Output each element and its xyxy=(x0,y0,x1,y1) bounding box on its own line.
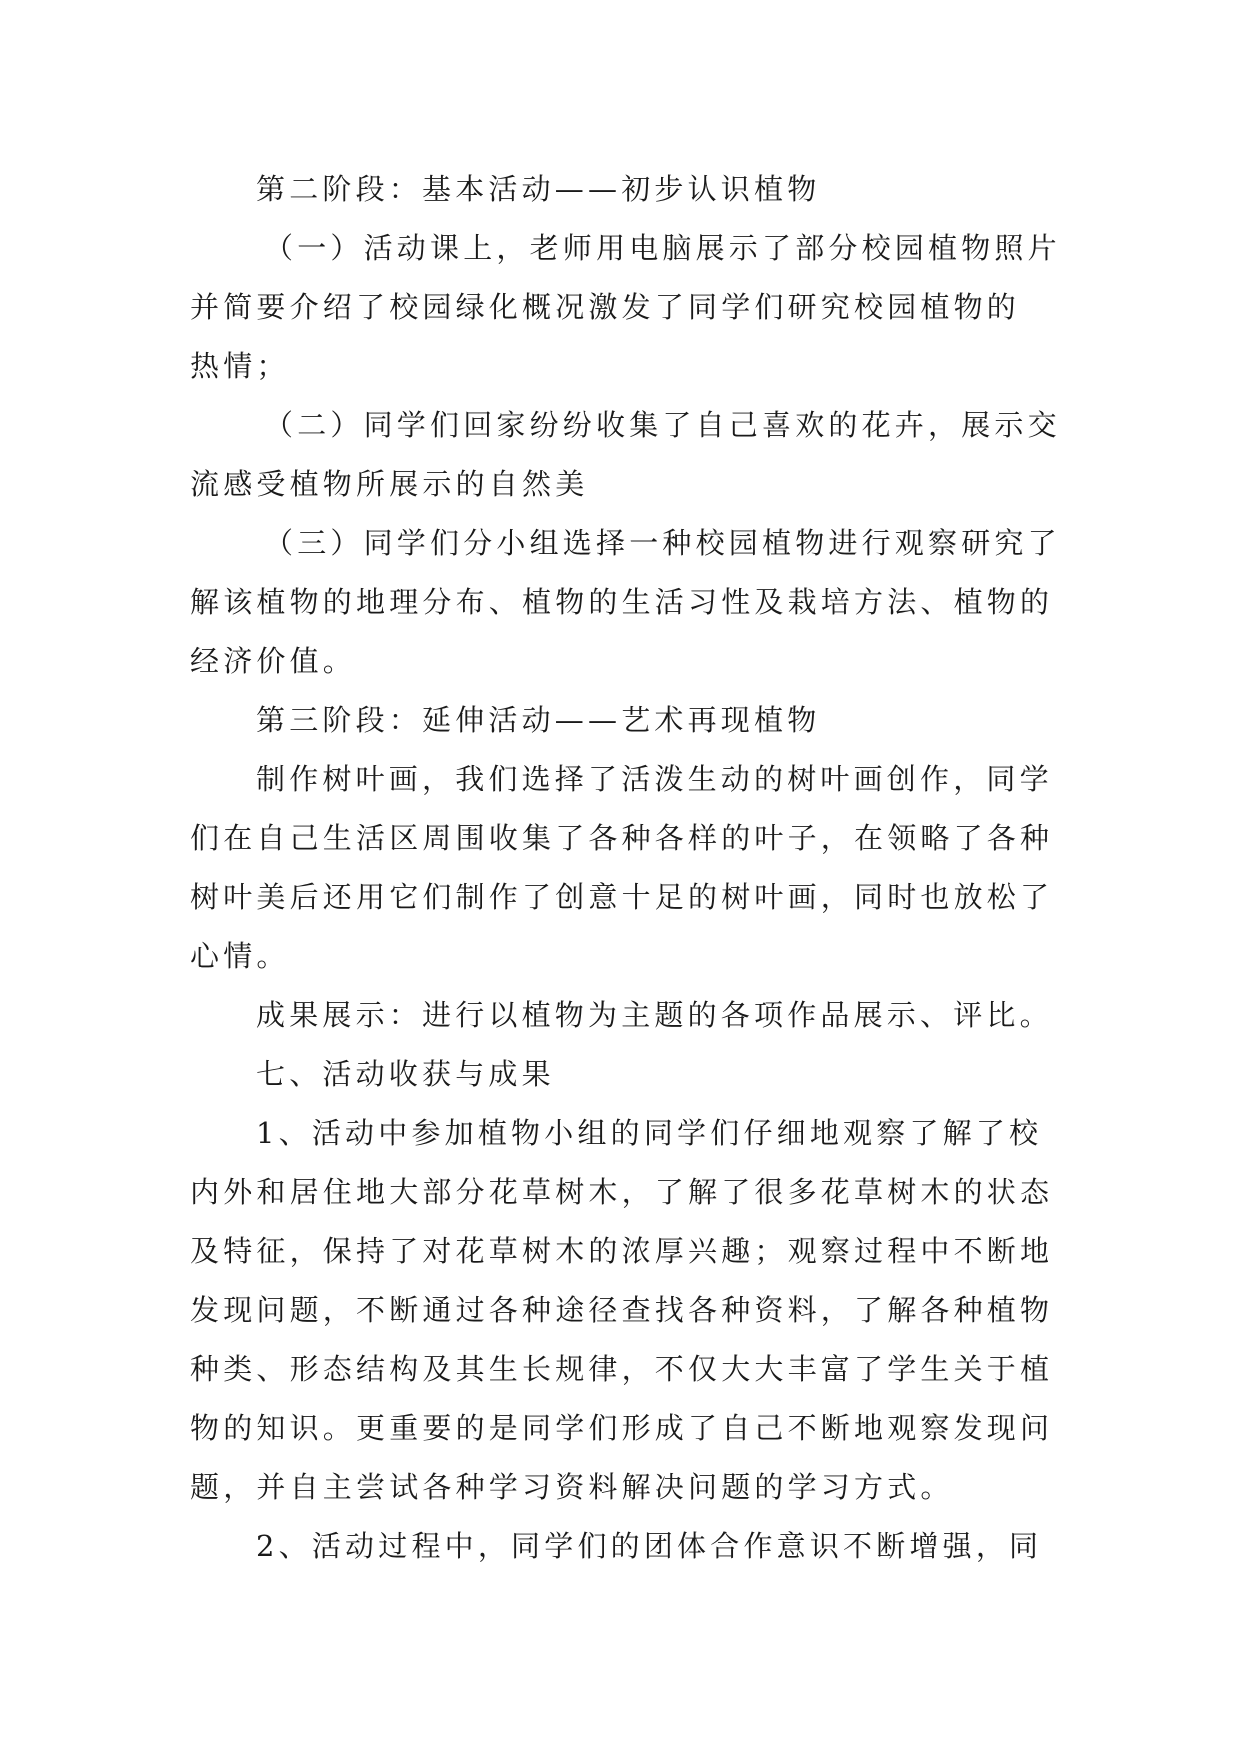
paragraph-line: （三）同学们分小组选择一种校园植物进行观察研究了 xyxy=(264,526,1061,560)
paragraph-line: 解该植物的地理分布、植物的生活习性及栽培方法、植物的 xyxy=(190,585,1054,619)
paragraph-line: 题，并自主尝试各种学习资料解决问题的学习方式。 xyxy=(190,1470,954,1504)
section-seven-heading: 七、活动收获与成果 xyxy=(256,1057,555,1091)
paragraph-line: 2、活动过程中，同学们的团体合作意识不断增强，同 xyxy=(256,1529,1043,1563)
paragraph-line: （一）活动课上，老师用电脑展示了部分校园植物照片 xyxy=(264,231,1061,265)
paragraph-line: 热情； xyxy=(190,349,290,383)
paragraph-line: 及特征，保持了对花草树木的浓厚兴趣；观察过程中不断地 xyxy=(190,1234,1054,1268)
paragraph-line: 制作树叶画，我们选择了活泼生动的树叶画创作，同学 xyxy=(256,762,1053,796)
paragraph-line: 们在自己生活区周围收集了各种各样的叶子，在领略了各种 xyxy=(190,821,1054,855)
document-body xyxy=(190,160,1070,1576)
paragraph-line: 树叶美后还用它们制作了创意十足的树叶画，同时也放松了 xyxy=(190,880,1054,914)
stage-three-heading: 第三阶段：延伸活动——艺术再现植物 xyxy=(256,703,821,737)
paragraph-line: （二）同学们回家纷纷收集了自己喜欢的花卉，展示交 xyxy=(264,408,1061,442)
stage-two-heading: 第二阶段：基本活动——初步认识植物 xyxy=(256,172,821,206)
paragraph-line: 物的知识。更重要的是同学们形成了自己不断地观察发现问 xyxy=(190,1411,1054,1445)
results-display-line: 成果展示：进行以植物为主题的各项作品展示、评比。 xyxy=(256,998,1053,1032)
paragraph-line: 内外和居住地大部分花草树木，了解了很多花草树木的状态 xyxy=(190,1175,1054,1209)
paragraph-line: 种类、形态结构及其生长规律，不仅大大丰富了学生关于植 xyxy=(190,1352,1054,1386)
paragraph-line: 1、活动中参加植物小组的同学们仔细地观察了解了校 xyxy=(256,1116,1043,1150)
paragraph-line: 经济价值。 xyxy=(190,644,357,678)
paragraph-line: 心情。 xyxy=(190,939,290,973)
paragraph-line: 流感受植物所展示的自然美 xyxy=(190,467,589,501)
paragraph-line: 并简要介绍了校园绿化概况激发了同学们研究校园植物的 xyxy=(190,290,1021,324)
paragraph-line: 发现问题，不断通过各种途径查找各种资料，了解各种植物 xyxy=(190,1293,1054,1327)
